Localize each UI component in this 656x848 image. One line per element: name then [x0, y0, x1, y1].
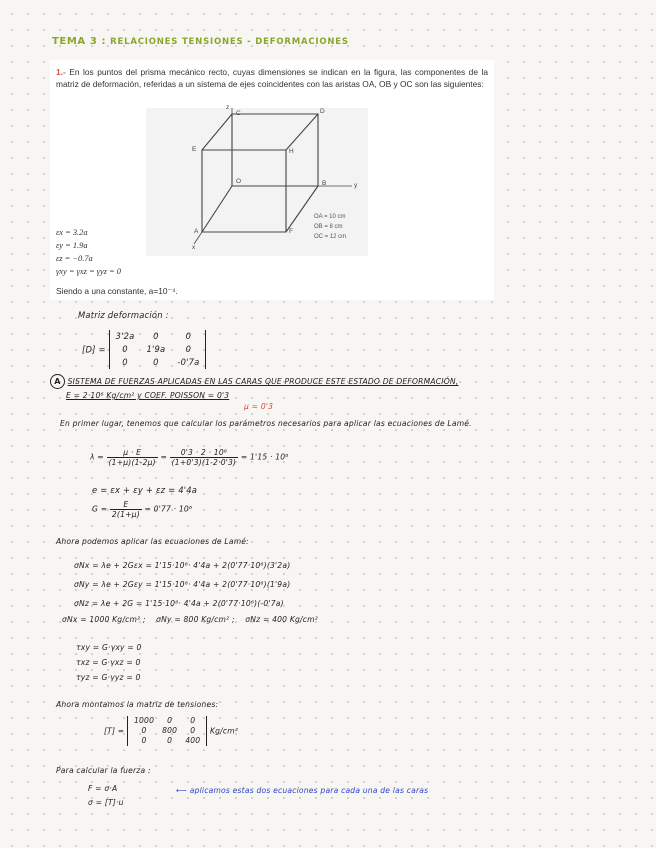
- problem-text: [56, 66, 488, 90]
- shear-xy: τxy = G·γxy = 0: [76, 643, 142, 652]
- strain-z: εz = −0.7a: [56, 254, 93, 263]
- g-den: 2(1+μ): [111, 510, 140, 519]
- stress-matrix: [104, 716, 238, 746]
- strain-y: εy = 1.9a: [56, 241, 88, 250]
- lambda-frac-2: [170, 448, 239, 467]
- lambda-den-1: (1+μ)(1-2μ): [108, 458, 156, 467]
- d-12: 0: [153, 331, 159, 341]
- label-z: z: [226, 104, 230, 111]
- problem-body: En los puntos del prisma mecánico recto, cuyas dimensiones se indican en la figura, las componentes de la matriz de deformación, referidas a un sistema de ejes coincidentes con las aristas OA, OB y OC son las siguientes:: [56, 67, 489, 90]
- g-lhs: G =: [92, 504, 108, 514]
- force-note-text: aplicamos estas dos ecuaciones para cada una de las caras: [189, 786, 429, 795]
- label-b: B: [322, 180, 327, 187]
- shear-stresses: [76, 640, 142, 685]
- force-note: [176, 786, 496, 796]
- result-y: σNy = 800 Kg/cm² ;: [156, 615, 235, 624]
- lambda-equation: [90, 448, 289, 467]
- d-11: 3'2a: [115, 331, 135, 341]
- stress-matrix-unit: Kg/cm²: [209, 726, 239, 736]
- force-equations: [88, 782, 124, 810]
- lame-z: σNz = λe + 2G = 1'15·10⁶· 4'4a + 2(0'77·10⁶)(-0'7a): [74, 599, 284, 608]
- t-23: 0: [190, 726, 196, 735]
- result-x: σNx = 1000 Kg/cm² ;: [62, 615, 146, 624]
- intro-text: En primer lugar, tenemos que calcular los parámetros necesarios para aplicar las ecuaciones de Lamé.: [60, 419, 472, 428]
- t-13: 0: [190, 716, 196, 725]
- given-values: E = 2·10⁶ Kg/cm² y COEF. POISSON = 0'3: [66, 391, 230, 400]
- title-sub: RELACIONES TENSIONES - DEFORMACIONES: [110, 37, 349, 47]
- g-result: = 0'77 · 10⁶: [144, 504, 193, 514]
- stress-matrix-intro: Ahora montamos la matriz de tensiones:: [56, 700, 219, 709]
- shear-xz: τxz = G·γxz = 0: [76, 658, 141, 667]
- dim-ob: OB = 8 cm: [314, 224, 343, 230]
- poisson-mu: μ = 0'3: [244, 402, 274, 411]
- force-intro: Para calcular la fuerza :: [56, 766, 151, 775]
- d-22: 1'9a: [146, 344, 166, 354]
- arrow-left-icon: ⟵: [176, 786, 188, 795]
- strain-x: εx = 3.2a: [56, 228, 88, 237]
- lame-equations: [74, 556, 290, 613]
- label-d: D: [320, 108, 325, 115]
- shear-yz: τyz = G·γyz = 0: [76, 673, 141, 682]
- lambda-lhs: λ =: [90, 452, 104, 462]
- t-32: 0: [167, 736, 173, 745]
- normal-stress-results: [62, 615, 642, 624]
- problem-statement-image: [50, 60, 494, 300]
- t-31: 0: [141, 736, 147, 745]
- stress-matrix-lhs: [T] =: [104, 726, 125, 736]
- force-eq-1: F = σ·A: [88, 784, 118, 793]
- deformation-matrix-label: Matriz deformación :: [78, 310, 169, 320]
- page-title: [52, 36, 349, 47]
- stress-matrix-body: [127, 716, 207, 746]
- d-31: 0: [122, 357, 128, 367]
- lambda-eq-sign: =: [160, 452, 168, 462]
- lambda-num-1: μ · E: [107, 448, 158, 458]
- section-a-heading: [50, 374, 640, 389]
- deformation-matrix-body: [109, 330, 207, 369]
- constant-note: Siendo a una constante, a=10⁻⁴.: [56, 286, 178, 296]
- lambda-result: = 1'15 · 10⁶: [240, 452, 289, 462]
- label-e: E: [192, 146, 197, 153]
- label-x: x: [192, 244, 196, 251]
- section-a-title: SISTEMA DE FUERZAS APLICADAS EN LAS CARAS QUE PRODUCE ESTE ESTADO DE DEFORMACIÓN,: [67, 377, 459, 386]
- label-o: O: [236, 178, 242, 185]
- lambda-den-2: (1+0'3)(1-2·0'3): [171, 458, 237, 467]
- dim-oa: OA = 10 cm: [314, 214, 346, 220]
- t-21: 0: [141, 726, 147, 735]
- t-33: 400: [185, 736, 201, 745]
- label-c: C: [236, 110, 241, 117]
- t-11: 1000: [133, 716, 155, 725]
- problem-number: 1.-: [56, 67, 66, 77]
- deformation-matrix: [82, 330, 206, 369]
- label-h: H: [289, 148, 294, 155]
- lame-intro: Ahora podemos aplicar las ecuaciones de Lamé:: [56, 537, 249, 546]
- d-13: 0: [185, 331, 192, 341]
- t-12: 0: [167, 716, 173, 725]
- prism-figure: [146, 104, 368, 256]
- title-main: TEMA 3 :: [52, 36, 107, 47]
- force-eq-2: σ = [T]·u: [88, 798, 124, 807]
- lame-y: σNy = λe + 2Gεy = 1'15·10⁶· 4'4a + 2(0'77·10⁶)(1'9a): [74, 580, 291, 589]
- d-23: 0: [185, 344, 192, 354]
- label-y: y: [354, 182, 358, 189]
- label-a: A: [194, 228, 199, 235]
- shear-modulus-eq: [92, 500, 192, 519]
- d-32: 0: [153, 357, 159, 367]
- result-z: σNz = 400 Kg/cm²: [245, 615, 319, 624]
- g-num: E: [110, 500, 142, 510]
- t-22: 800: [162, 726, 178, 735]
- lambda-num-2: 0'3 · 2 · 10⁶: [170, 448, 239, 458]
- strain-shear: γxy = γxz = γyz = 0: [56, 267, 121, 276]
- lame-x: σNx = λe + 2Gεx = 1'15·10⁶· 4'4a + 2(0'77·10⁶)(3'2a): [74, 561, 291, 570]
- d-21: 0: [122, 344, 128, 354]
- dim-oc: OC = 12 cm: [314, 234, 347, 240]
- lambda-frac-1: [107, 448, 158, 467]
- d-33: -0'7a: [177, 357, 200, 367]
- dimensions-list: [314, 212, 346, 242]
- g-frac: [110, 500, 142, 519]
- deformation-matrix-lhs: [D] =: [82, 344, 106, 355]
- strain-list: [56, 226, 121, 278]
- volumetric-strain-eq: e = εx + εy + εz = 4'4a: [92, 485, 198, 495]
- label-f: F: [289, 228, 293, 235]
- section-a-marker: A: [50, 374, 65, 389]
